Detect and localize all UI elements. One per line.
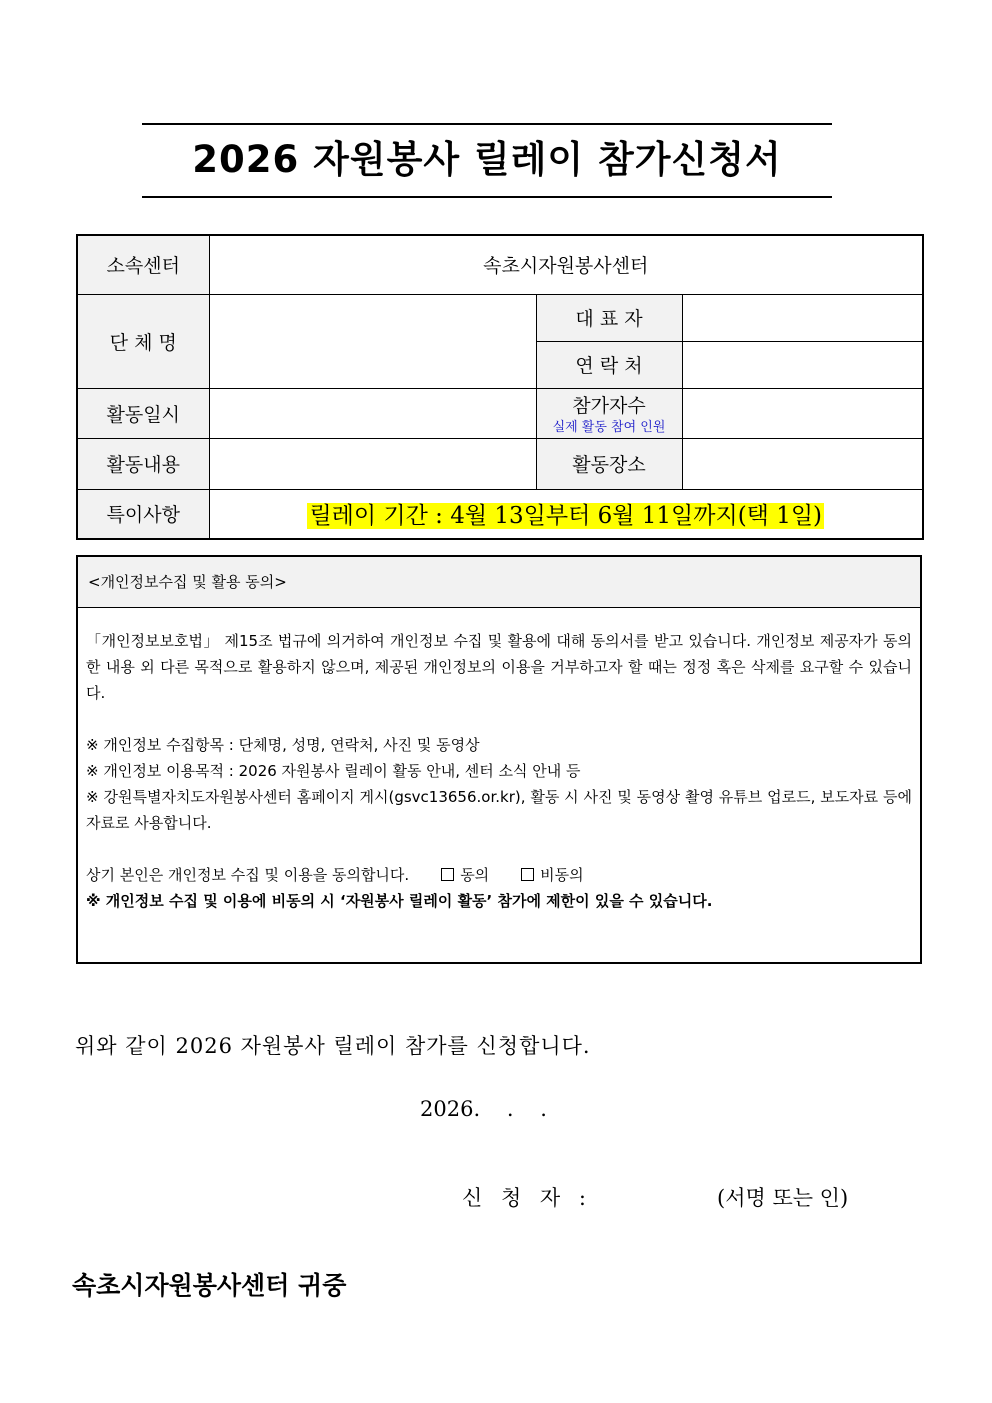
signature-note: (서명 또는 인) [717, 1186, 849, 1210]
activity-content-label: 활동내용 [77, 438, 209, 489]
disagree-option-label: 비동의 [540, 866, 584, 884]
consent-intro: 「개인정보보호법」 제15조 법규에 의거하여 개인정보 수집 및 활용에 대해 동의서를 받고 있습니다. 개인정보 제공자가 동의한 내용 외 다른 목적으로 활용하지 않으며, 제공된 개인정보의 이용을 거부하고자 할 때는 정정 혹은 삭제를 요구할 수 있습니다. [86, 632, 912, 702]
participants-label-cell [536, 388, 682, 438]
center-value: 속초시자원봉사센터 [209, 235, 923, 294]
title-top-rule [142, 123, 832, 125]
document-title: 2026 자원봉사 릴레이 참가신청서 [192, 138, 782, 181]
contact-field[interactable] [682, 341, 923, 388]
consent-heading: <개인정보수집 및 활용 동의> [78, 557, 920, 608]
consent-item-collection: ※ 개인정보 수집항목 : 단체명, 성명, 연락처, 사진 및 동영상 [86, 736, 480, 754]
center-label: 소속센터 [77, 235, 209, 294]
relay-period-highlight: 릴레이 기간 : 4월 13일부터 6월 11일까지(택 1일) [309, 503, 823, 530]
contact-label: 연 락 처 [536, 341, 682, 388]
application-form-table [76, 234, 924, 540]
representative-field[interactable] [682, 294, 923, 341]
activity-place-label: 활동장소 [536, 438, 682, 489]
activity-content-field[interactable] [209, 438, 536, 489]
representative-label: 대 표 자 [536, 294, 682, 341]
agree-option-label: 동의 [460, 866, 490, 884]
title-bottom-rule [142, 196, 832, 198]
participants-label: 참가자수 [572, 394, 646, 417]
activity-date-label: 활동일시 [77, 388, 209, 438]
agree-checkbox[interactable] [441, 868, 454, 881]
application-date: 2026. . . [420, 1097, 547, 1121]
notes-label: 특이사항 [77, 489, 209, 539]
group-name-label: 단 체 명 [77, 294, 209, 388]
consent-item-usage: ※ 강원특별자치도자원봉사센터 홈페이지 게시(gsvc13656.or.kr), 활동 시 사진 및 동영상 촬영 유튜브 업로드, 보도자료 등에 자료로 사용합니다. [86, 788, 912, 832]
consent-item-purpose: ※ 개인정보 이용목적 : 2026 자원봉사 릴레이 활동 안내, 센터 소식 안내 등 [86, 762, 581, 780]
addressee: 속초시자원봉사센터 귀중 [72, 1271, 347, 1300]
application-statement: 위와 같이 2026 자원봉사 릴레이 참가를 신청합니다. [75, 1034, 591, 1058]
applicant-signature-line [462, 1182, 849, 1212]
activity-place-field[interactable] [682, 438, 923, 489]
consent-warning: ※ 개인정보 수집 및 이용에 비동의 시 ‘자원봉사 릴레이 활동’ 참가에 제한이 있을 수 있습니다. [86, 892, 713, 910]
notes-cell [209, 489, 923, 539]
applicant-label: 신 청 자 : [462, 1186, 592, 1210]
group-name-field[interactable] [209, 294, 536, 388]
consent-agree-row [86, 862, 912, 888]
participants-sublabel: 실제 활동 참여 인원 [552, 419, 666, 435]
consent-agree-text: 상기 본인은 개인정보 수집 및 이용을 동의합니다. [86, 866, 410, 884]
participants-field[interactable] [682, 388, 923, 438]
disagree-checkbox[interactable] [521, 868, 534, 881]
activity-date-field[interactable] [209, 388, 536, 438]
consent-body [78, 608, 920, 914]
privacy-consent-box [76, 555, 922, 964]
